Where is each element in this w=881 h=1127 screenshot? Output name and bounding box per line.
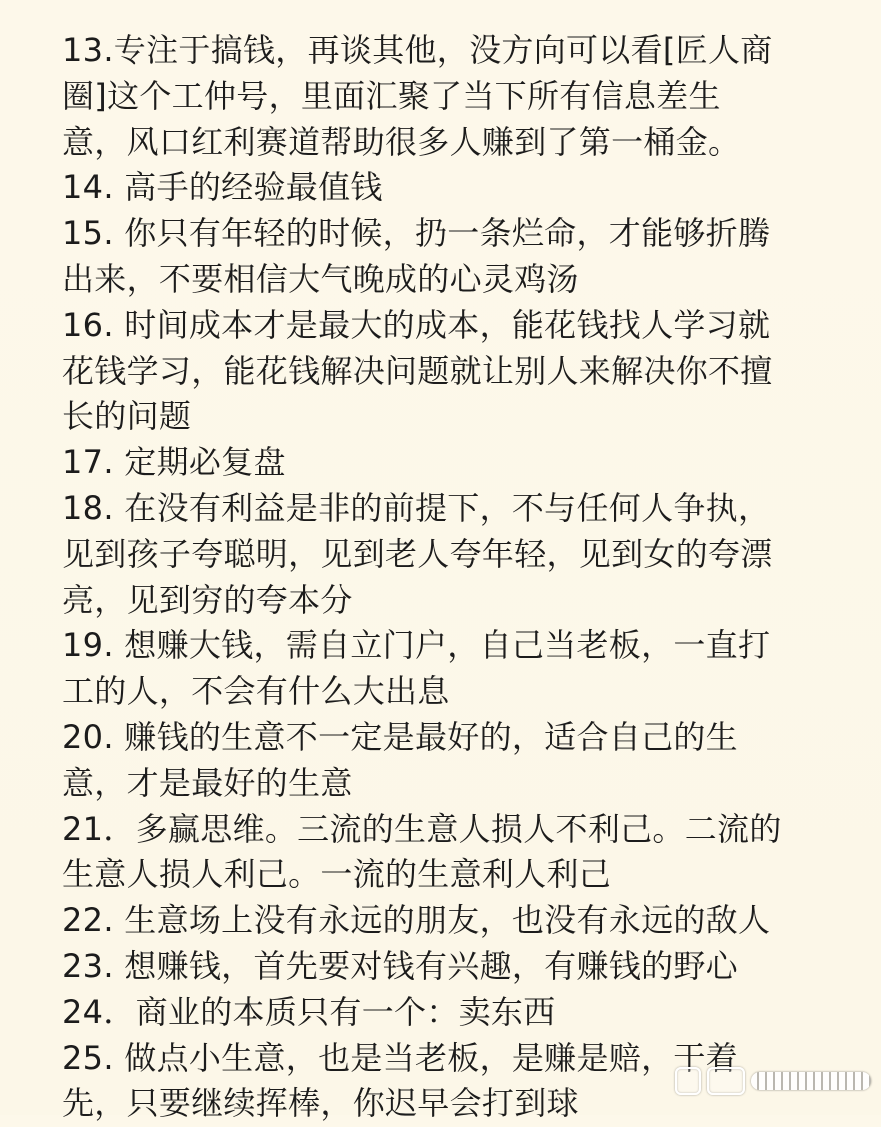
text-body bbox=[62, 28, 822, 1127]
text-line: 工的人，不会有什么大出息 bbox=[62, 672, 450, 711]
text-line: 圈]这个工仲号，里面汇聚了当下所有信息差生 bbox=[62, 76, 721, 115]
text-line: 16. 时间成本才是最大的成本，能花钱找人学习就 bbox=[62, 305, 771, 344]
text-line: 先，只要继续挥棒，你迟早会打到球 bbox=[62, 1084, 579, 1123]
text-line: 生意人损人利己。一流的生意利人利己 bbox=[62, 855, 612, 894]
text-line: 22. 生意场上没有永远的朋友，也没有永远的敌人 bbox=[62, 901, 771, 940]
text-line: 15. 你只有年轻的时候，扔一条烂命，才能够折腾 bbox=[62, 214, 771, 253]
watermark-glyph bbox=[675, 1067, 701, 1095]
text-line: 意，风口红利赛道帮助很多人赚到了第一桶金。 bbox=[62, 122, 741, 161]
text-line: 23. 想赚钱，首先要对钱有兴趣，有赚钱的野心 bbox=[62, 946, 738, 985]
text-line: 25. 做点小生意，也是当老板，是赚是赔，干着 bbox=[62, 1038, 738, 1077]
watermark-logo bbox=[611, 1061, 871, 1101]
text-line: 17. 定期必复盘 bbox=[62, 443, 286, 482]
text-line: 长的问题 bbox=[62, 397, 192, 436]
text-line: 出来，不要相信大气晚成的心灵鸡汤 bbox=[62, 259, 579, 298]
text-line: 花钱学习，能花钱解决问题就让别人来解决你不擅 bbox=[62, 351, 773, 390]
text-line: 13.专注于搞钱，再谈其他，没方向可以看[匠人商 bbox=[62, 31, 773, 69]
text-line: 18. 在没有利益是非的前提下，不与任何人争执， bbox=[62, 488, 771, 527]
text-line: 14. 高手的经验最值钱 bbox=[62, 168, 383, 207]
text-line: 见到孩子夸聪明，见到老人夸年轻，见到女的夸漂 bbox=[62, 534, 773, 573]
text-line: 亮，见到穷的夸本分 bbox=[62, 580, 353, 619]
text-line: 21．多赢思维。三流的生意人损人不利己。二流的 bbox=[62, 809, 782, 848]
watermark-glyph bbox=[707, 1067, 745, 1095]
text-line: 意，才是最好的生意 bbox=[62, 763, 353, 802]
text-line: 19. 想赚大钱，需自立门户，自己当老板，一直打 bbox=[62, 626, 771, 665]
text-line: 20. 赚钱的生意不一定是最好的，适合自己的生 bbox=[62, 717, 738, 756]
text-line: 24．商业的本质只有一个：卖东西 bbox=[62, 992, 556, 1031]
watermark-bar bbox=[751, 1072, 871, 1090]
